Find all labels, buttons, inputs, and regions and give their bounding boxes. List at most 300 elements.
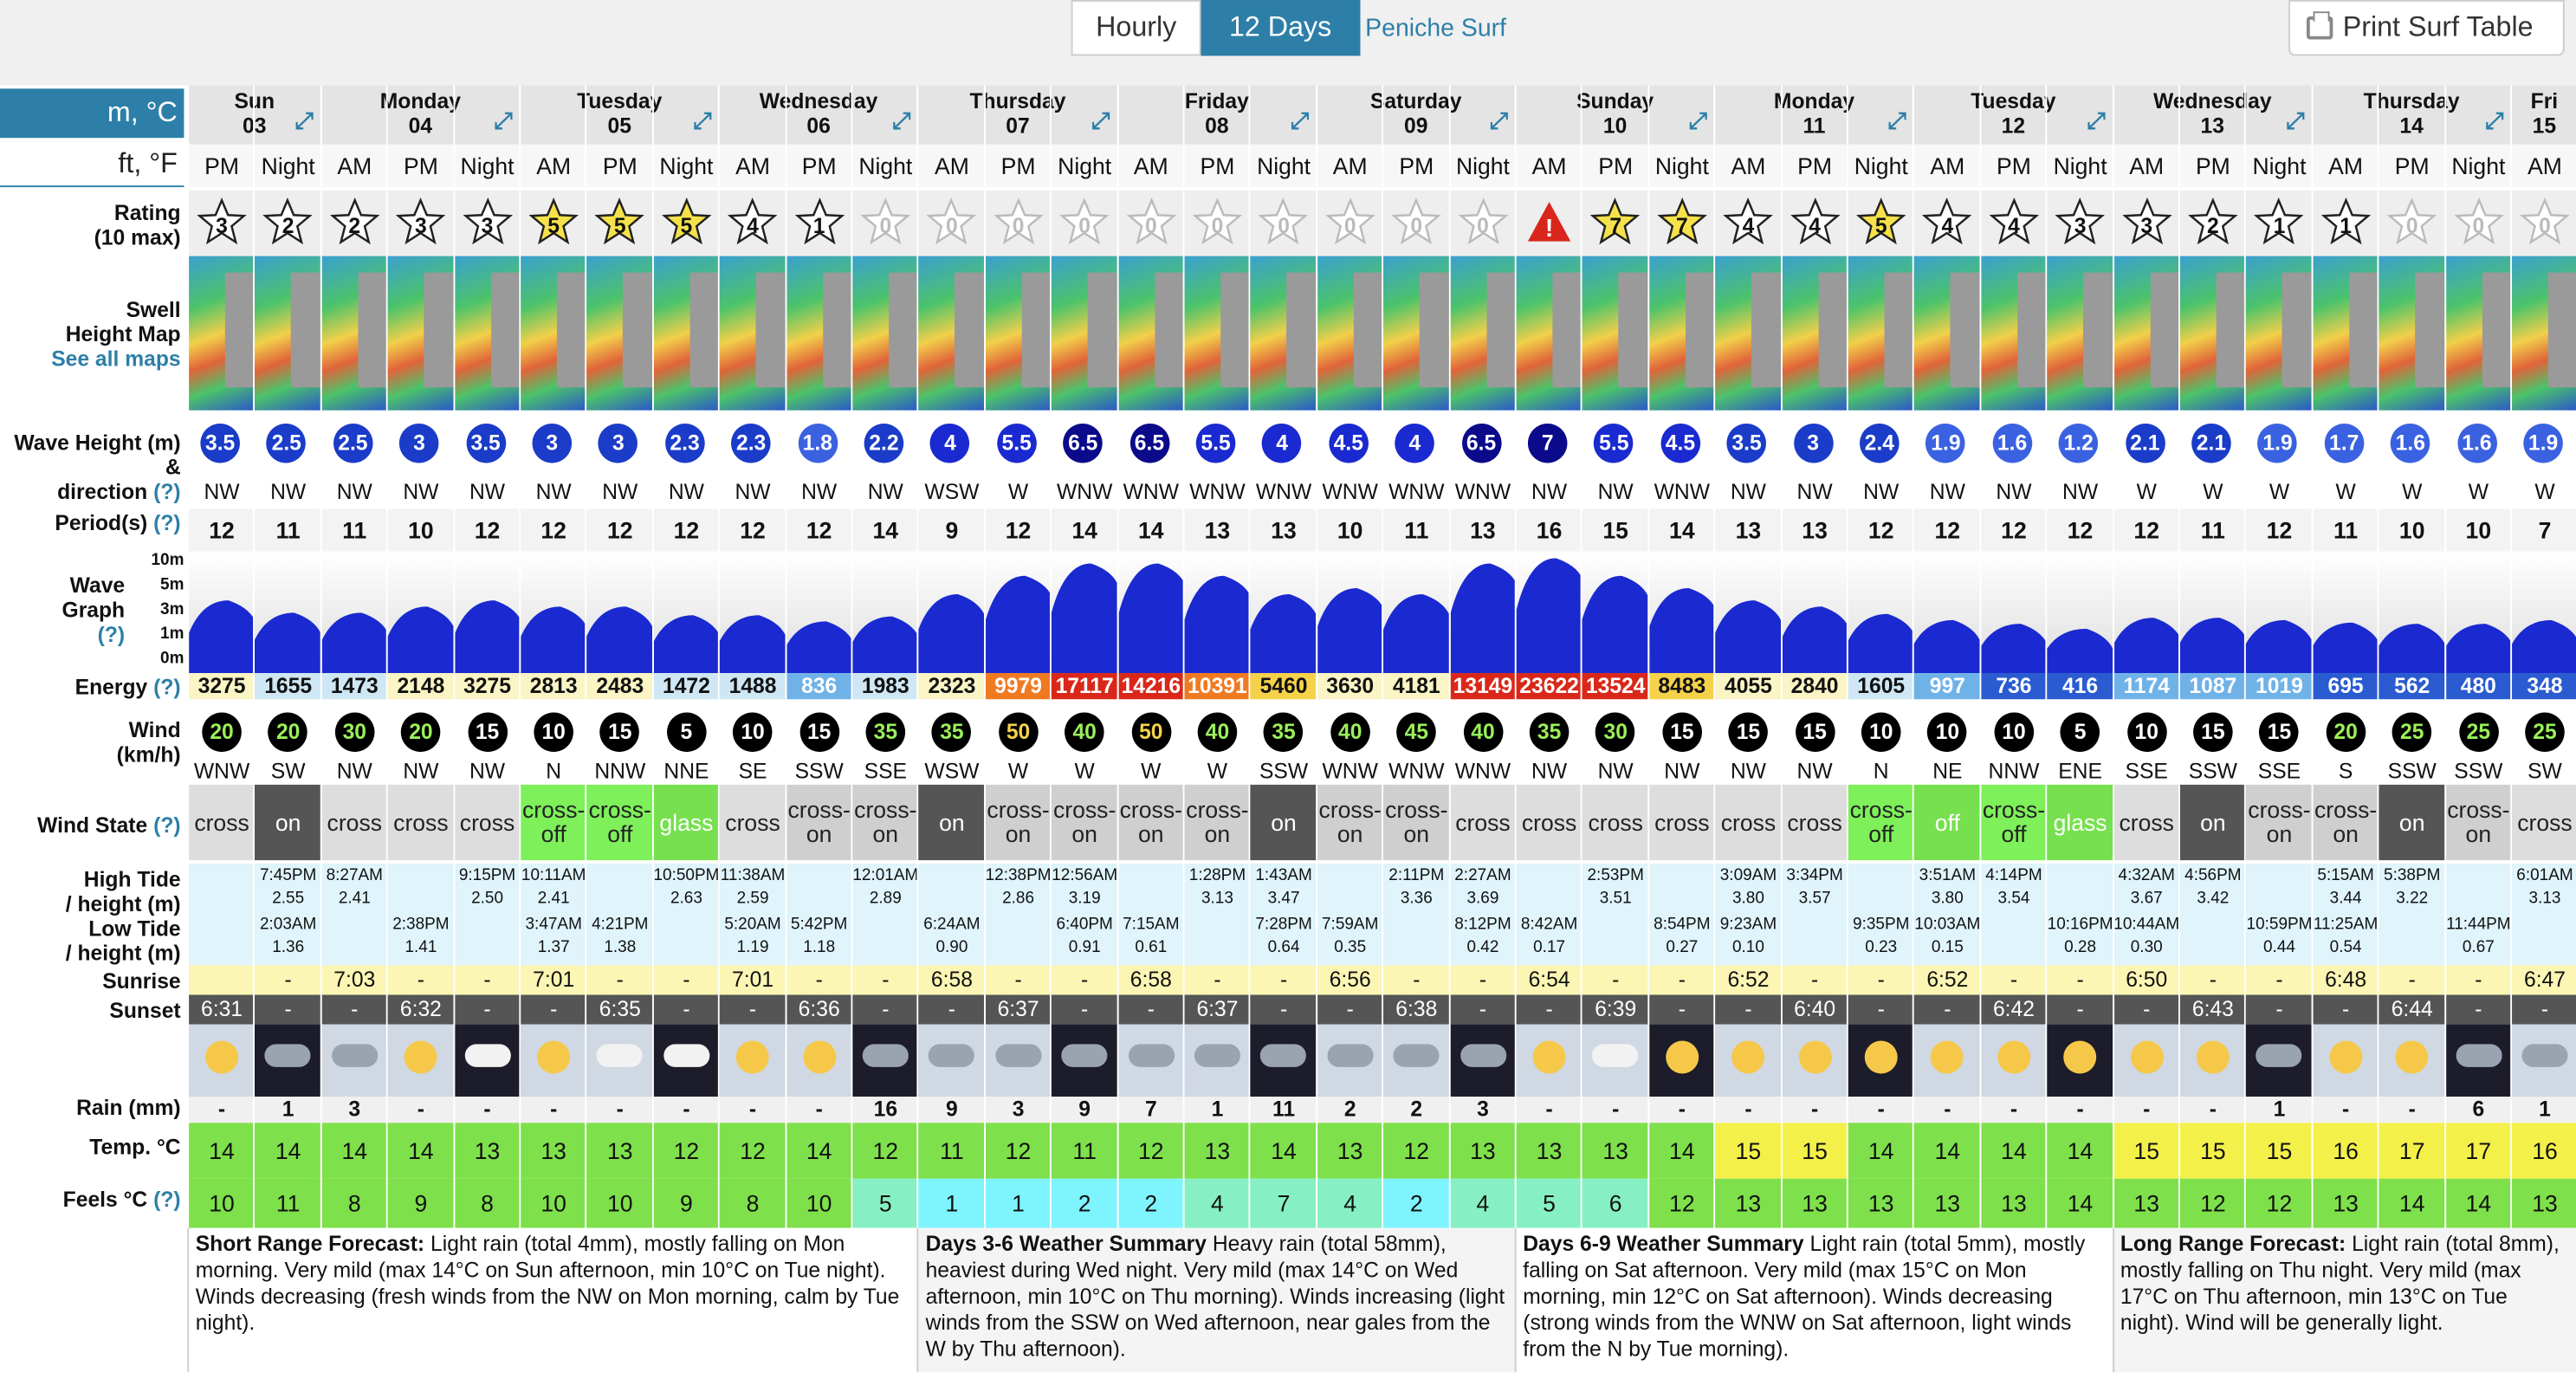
rain-cloud-icon bbox=[863, 1044, 909, 1067]
weather-icon-cell bbox=[1450, 1025, 1516, 1097]
rain-amount: - bbox=[388, 1097, 454, 1123]
wind-state: cross-on bbox=[786, 785, 852, 860]
feels-like: 13 bbox=[1914, 1179, 1980, 1228]
swell-map-thumbnail[interactable] bbox=[2379, 256, 2445, 411]
swell-map-thumbnail[interactable] bbox=[1317, 256, 1383, 411]
high-tide-value: 2.41 bbox=[537, 890, 570, 909]
expand-icon[interactable]: ⤢ bbox=[1091, 107, 1110, 133]
expand-icon[interactable]: ⤢ bbox=[494, 107, 513, 133]
label-wind bbox=[0, 717, 187, 767]
wave-graph-cell bbox=[1582, 552, 1648, 673]
weather-icon-cell bbox=[2379, 1025, 2445, 1097]
swell-map-thumbnail[interactable] bbox=[2113, 256, 2179, 411]
moon-icon bbox=[2064, 1041, 2097, 1074]
wave-height-badge: 2.5 bbox=[267, 424, 307, 463]
low-tide-value: 0.28 bbox=[2064, 939, 2097, 957]
wind-direction: SE bbox=[738, 758, 767, 784]
forecast-column bbox=[1780, 86, 1848, 1373]
wave-height-badge: 3.5 bbox=[466, 424, 506, 463]
swell-map-thumbnail[interactable] bbox=[1185, 256, 1251, 411]
forecast-column bbox=[785, 86, 852, 1373]
sun-icon bbox=[205, 1041, 238, 1074]
feels-like: 5 bbox=[1517, 1179, 1582, 1228]
rating-cell bbox=[852, 191, 918, 256]
rating-cell bbox=[2048, 191, 2113, 256]
swell-map-thumbnail[interactable] bbox=[521, 256, 586, 411]
wind-speed-badge: 15 bbox=[2193, 713, 2233, 752]
land-shape bbox=[1486, 273, 1516, 388]
expand-icon[interactable]: ⤢ bbox=[693, 107, 712, 133]
wave-direction: NW bbox=[1929, 479, 1965, 504]
period-help-link[interactable]: (?) bbox=[153, 510, 181, 535]
sunset-time: - bbox=[1052, 994, 1117, 1024]
low-tide-value: 2:38PM bbox=[392, 916, 450, 935]
wave-period: 12 bbox=[720, 509, 786, 552]
print-label: Print Surf Table bbox=[2342, 11, 2534, 43]
swell-map-thumbnail[interactable] bbox=[2445, 256, 2511, 411]
wave-shape-icon bbox=[1914, 552, 1980, 673]
forecast-column bbox=[1913, 86, 1980, 1373]
swell-map-thumbnail[interactable] bbox=[720, 256, 786, 411]
wave-height-badge: 1.7 bbox=[2324, 424, 2364, 463]
wave-shape-icon bbox=[1185, 552, 1251, 673]
day-name: Sunday bbox=[1576, 88, 1654, 113]
moon-icon bbox=[1865, 1041, 1898, 1074]
swell-map-thumbnail[interactable] bbox=[1914, 256, 1980, 411]
tab-12-days[interactable]: 12 Days bbox=[1201, 0, 1360, 55]
swell-map-thumbnail[interactable] bbox=[1981, 256, 2047, 411]
cloud-icon bbox=[597, 1044, 643, 1067]
weather-icon-cell bbox=[388, 1025, 454, 1097]
sunrise-time: 6:58 bbox=[919, 965, 985, 994]
rating-value: 5 bbox=[547, 213, 560, 238]
wave-period: 12 bbox=[1848, 509, 1914, 552]
expand-icon[interactable]: ⤢ bbox=[892, 107, 911, 133]
wave-period: 12 bbox=[2113, 509, 2179, 552]
high-tide-value: 4:56PM bbox=[2184, 866, 2242, 885]
wave-period: 13 bbox=[1782, 509, 1848, 552]
forecast-column bbox=[1515, 86, 1582, 1373]
wave-shape-icon bbox=[1981, 552, 2047, 673]
rating-cell bbox=[919, 191, 985, 256]
energy-value: 9979 bbox=[986, 673, 1052, 699]
feels-like: 4 bbox=[1317, 1179, 1383, 1228]
high-tide-value: 2.55 bbox=[272, 890, 305, 909]
swell-map-thumbnail[interactable] bbox=[321, 256, 387, 411]
label-swell bbox=[0, 297, 187, 371]
low-tide-value: 0.30 bbox=[2130, 939, 2163, 957]
time-of-day: PM bbox=[2180, 145, 2246, 187]
wave-height-badge: 7 bbox=[1528, 424, 1568, 463]
wind-speed-badge: 15 bbox=[799, 713, 839, 752]
wave-period: 13 bbox=[1716, 509, 1782, 552]
rating-cell bbox=[1716, 191, 1782, 256]
land-shape bbox=[1818, 273, 1848, 388]
expand-icon[interactable]: ⤢ bbox=[1688, 107, 1708, 133]
energy-value: 736 bbox=[1981, 673, 2047, 699]
swell-map-thumbnail[interactable] bbox=[852, 256, 918, 411]
temperature: 16 bbox=[2313, 1123, 2379, 1178]
wave-direction: W bbox=[2203, 479, 2223, 504]
wind-state: on bbox=[919, 785, 985, 860]
rating-cell bbox=[587, 191, 653, 256]
rating-cell bbox=[1185, 191, 1251, 256]
day-name: Fri bbox=[2530, 88, 2559, 113]
wind-speed-badge: 35 bbox=[866, 713, 906, 752]
rating-cell bbox=[1251, 191, 1317, 256]
energy-value: 836 bbox=[786, 673, 852, 699]
wind-speed-badge: 20 bbox=[202, 713, 242, 752]
feels-like: 9 bbox=[654, 1179, 720, 1228]
time-of-day: PM bbox=[1981, 145, 2047, 187]
temperature: 13 bbox=[587, 1123, 653, 1178]
high-tide-value: 12:38PM bbox=[985, 866, 1052, 885]
wind-state: cross bbox=[189, 785, 255, 860]
rating-cell bbox=[2313, 191, 2379, 256]
time-of-day: PM bbox=[587, 145, 653, 187]
high-tide-value: 3:09AM bbox=[1719, 866, 1777, 885]
swell-map-thumbnail[interactable] bbox=[587, 256, 653, 411]
location-link[interactable]: Peniche Surf bbox=[1365, 15, 1507, 43]
swell-map-thumbnail[interactable] bbox=[919, 256, 985, 411]
wave-period: 12 bbox=[1914, 509, 1980, 552]
sunset-time: 6:37 bbox=[986, 994, 1052, 1024]
wave-height-badge: 1.6 bbox=[2391, 424, 2430, 463]
time-of-day: Night bbox=[654, 145, 720, 187]
wind-direction: NW bbox=[403, 758, 439, 784]
label-wave-height bbox=[0, 431, 187, 504]
wave-shape-icon bbox=[2512, 552, 2576, 673]
swell-map-thumbnail[interactable] bbox=[1782, 256, 1848, 411]
wave-direction: NW bbox=[204, 479, 240, 504]
energy-value: 8483 bbox=[1649, 673, 1715, 699]
low-tide-value: 0.23 bbox=[1865, 939, 1898, 957]
sunset-time: - bbox=[2445, 994, 2511, 1024]
wave-period: 7 bbox=[2512, 509, 2576, 552]
swell-map-thumbnail[interactable] bbox=[1383, 256, 1449, 411]
feels-like: 10 bbox=[587, 1179, 653, 1228]
energy-value: 562 bbox=[2379, 673, 2445, 699]
wave-period: 11 bbox=[2313, 509, 2379, 552]
rating-cell bbox=[986, 191, 1052, 256]
low-tide-value: 0.61 bbox=[1135, 939, 1168, 957]
wind-state: cross bbox=[720, 785, 786, 860]
high-tide-value: 4:32AM bbox=[2118, 866, 2175, 885]
wave-direction: NW bbox=[535, 479, 572, 504]
time-of-day: PM bbox=[1383, 145, 1449, 187]
low-tide-value: 1.38 bbox=[604, 939, 637, 957]
wind-speed-badge: 15 bbox=[1662, 713, 1702, 752]
low-tide-value: 0.15 bbox=[1931, 939, 1964, 957]
swell-map-thumbnail[interactable] bbox=[1649, 256, 1715, 411]
energy-help-link[interactable]: (?) bbox=[153, 674, 181, 700]
swell-map-thumbnail[interactable] bbox=[986, 256, 1052, 411]
swell-map-thumbnail[interactable] bbox=[2512, 256, 2576, 411]
swell-map-thumbnail[interactable] bbox=[2180, 256, 2246, 411]
rain-cloud-icon bbox=[2456, 1044, 2502, 1067]
rating-cell bbox=[388, 191, 454, 256]
wave-height-badge: 1.2 bbox=[2059, 424, 2099, 463]
print-surf-table-button[interactable] bbox=[2288, 0, 2565, 55]
expand-icon[interactable]: ⤢ bbox=[2286, 107, 2305, 133]
swell-map-thumbnail[interactable] bbox=[256, 256, 321, 411]
swell-map-thumbnail[interactable] bbox=[1716, 256, 1782, 411]
wave-graph-cell bbox=[1317, 552, 1383, 673]
day-name: Sun bbox=[234, 88, 275, 113]
wave-graph-help-link[interactable]: (?) bbox=[97, 622, 126, 647]
wind-speed-badge: 50 bbox=[1131, 713, 1171, 752]
sunset-time: - bbox=[2247, 994, 2313, 1024]
wave-height-badge: 2.5 bbox=[333, 424, 373, 463]
wave-graph-cell bbox=[2113, 552, 2179, 673]
temperature: 17 bbox=[2379, 1123, 2445, 1178]
swell-map-thumbnail[interactable] bbox=[1052, 256, 1117, 411]
period-label: Period(s) bbox=[55, 510, 148, 535]
wind-direction: WNW bbox=[193, 758, 250, 784]
moon-icon bbox=[1666, 1041, 1699, 1074]
wave-shape-icon bbox=[2247, 552, 2313, 673]
wave-shape-icon bbox=[1450, 552, 1516, 673]
day-date: 11 bbox=[1803, 113, 1826, 139]
wave-direction: NW bbox=[1796, 479, 1833, 504]
swell-map-thumbnail[interactable] bbox=[2048, 256, 2113, 411]
rating-cell bbox=[1383, 191, 1449, 256]
wind-direction: NW bbox=[1531, 758, 1568, 784]
cloud-icon bbox=[1593, 1044, 1639, 1067]
high-tide-value: 3.67 bbox=[2130, 890, 2163, 909]
rating-value: 0 bbox=[879, 213, 892, 238]
rating-value: 0 bbox=[1343, 213, 1356, 238]
wind-state: cross-on bbox=[852, 785, 918, 860]
energy-value: 1655 bbox=[256, 673, 321, 699]
weather-icon-cell bbox=[1185, 1025, 1251, 1097]
wind-direction: SSE bbox=[2125, 758, 2168, 784]
tab-hourly[interactable]: Hourly bbox=[1071, 0, 1201, 55]
swell-map-thumbnail[interactable] bbox=[388, 256, 454, 411]
swell-map-thumbnail[interactable] bbox=[1251, 256, 1317, 411]
wind-direction: SSW bbox=[794, 758, 844, 784]
temperature: 13 bbox=[1582, 1123, 1648, 1178]
sun-icon bbox=[2329, 1041, 2362, 1074]
rain-amount: - bbox=[521, 1097, 586, 1123]
low-tide-value: 0.27 bbox=[1666, 939, 1699, 957]
swell-map-thumbnail[interactable] bbox=[1582, 256, 1648, 411]
sunrise-time: - bbox=[1981, 965, 2047, 994]
feels-like: 10 bbox=[521, 1179, 586, 1228]
summary-title: Days 6-9 Weather Summary bbox=[1523, 1231, 1804, 1256]
wind-state-label: Wind State bbox=[37, 813, 148, 838]
forecast-column bbox=[1647, 86, 1715, 1373]
rating-cell bbox=[1914, 191, 1980, 256]
low-tide-value: 3:47AM bbox=[525, 916, 582, 935]
sun-icon bbox=[1997, 1041, 2030, 1074]
wave-direction: NW bbox=[1597, 479, 1634, 504]
land-shape bbox=[822, 273, 851, 388]
feels-like: 4 bbox=[1450, 1179, 1516, 1228]
low-tide-value: 5:20AM bbox=[724, 916, 781, 935]
wave-graph-cell bbox=[2048, 552, 2113, 673]
temperature: 14 bbox=[1914, 1123, 1980, 1178]
view-tabs bbox=[1071, 0, 1360, 55]
expand-icon[interactable]: ⤢ bbox=[1887, 107, 1906, 133]
sun-icon bbox=[736, 1041, 769, 1074]
unit-metric-toggle[interactable]: m, °C bbox=[0, 88, 184, 138]
rating-value: 0 bbox=[1211, 213, 1224, 238]
expand-icon[interactable]: ⤢ bbox=[1291, 107, 1310, 133]
rating-value: 3 bbox=[2140, 213, 2153, 238]
weather-icon-cell bbox=[189, 1025, 255, 1097]
energy-value: 23622 bbox=[1517, 673, 1582, 699]
feels-help-link[interactable]: (?) bbox=[153, 1187, 181, 1212]
feels-like: 10 bbox=[189, 1179, 255, 1228]
expand-icon[interactable]: ⤢ bbox=[294, 107, 314, 133]
land-shape bbox=[358, 273, 387, 388]
wind-state: glass bbox=[654, 785, 720, 860]
wind-state: glass bbox=[2048, 785, 2113, 860]
day-name: Saturday bbox=[1369, 88, 1462, 113]
high-tide-value: 2:11PM bbox=[1388, 866, 1445, 885]
energy-value: 3275 bbox=[455, 673, 521, 699]
high-tide-value: 3.19 bbox=[1068, 890, 1101, 909]
wave-period: 16 bbox=[1517, 509, 1582, 552]
rating-cell bbox=[2247, 191, 2313, 256]
time-of-day: PM bbox=[189, 145, 255, 187]
forecast-column bbox=[652, 86, 720, 1373]
sun-icon bbox=[2197, 1041, 2230, 1074]
wind-state-help-link[interactable]: (?) bbox=[153, 813, 181, 838]
high-tide-value: 2.63 bbox=[670, 890, 702, 909]
rain-amount: - bbox=[1517, 1097, 1582, 1123]
time-of-day: Night bbox=[256, 145, 321, 187]
sunset-time: - bbox=[1649, 994, 1715, 1024]
wave-height-badge: 1.6 bbox=[1992, 424, 2032, 463]
wave-shape-icon bbox=[2379, 552, 2445, 673]
wave-graph-cell bbox=[521, 552, 586, 673]
expand-icon[interactable]: ⤢ bbox=[1489, 107, 1509, 133]
swell-map-thumbnail[interactable] bbox=[1517, 256, 1582, 411]
wave-height-badge: 2.1 bbox=[2191, 424, 2231, 463]
wave-direction: WNW bbox=[1123, 479, 1180, 504]
weather-icon-cell bbox=[256, 1025, 321, 1097]
rain-amount: 11 bbox=[1251, 1097, 1317, 1123]
wave-help-link[interactable]: (?) bbox=[153, 479, 181, 504]
wave-direction: NW bbox=[867, 479, 903, 504]
energy-value: 2323 bbox=[919, 673, 985, 699]
feels-like: 5 bbox=[852, 1179, 918, 1228]
sunrise-time: 7:01 bbox=[720, 965, 786, 994]
see-all-maps-link[interactable]: See all maps bbox=[51, 346, 181, 372]
feels-like: 2 bbox=[1052, 1179, 1117, 1228]
high-tide-value: 1:43AM bbox=[1255, 866, 1312, 885]
wind-speed-badge: 30 bbox=[335, 713, 375, 752]
rain-cloud-icon bbox=[1062, 1044, 1108, 1067]
rain-amount: 3 bbox=[986, 1097, 1052, 1123]
wind-speed-badge: 15 bbox=[1729, 713, 1769, 752]
wave-graph-cell bbox=[1517, 552, 1582, 673]
high-tide-value: 2.50 bbox=[471, 890, 504, 909]
low-tide-value: 10:16PM bbox=[2047, 916, 2113, 935]
swell-map-thumbnail[interactable] bbox=[2313, 256, 2379, 411]
swell-map-thumbnail[interactable] bbox=[654, 256, 720, 411]
wave-period: 10 bbox=[1317, 509, 1383, 552]
wind-speed-badge: 35 bbox=[1530, 713, 1570, 752]
forecast-table bbox=[187, 86, 2576, 1373]
label-feels bbox=[0, 1187, 187, 1211]
wave-direction: NW bbox=[602, 479, 638, 504]
rain-amount: 1 bbox=[2247, 1097, 2313, 1123]
label-wave-graph bbox=[0, 573, 132, 646]
forecast-column bbox=[519, 86, 586, 1373]
rain-amount: - bbox=[720, 1097, 786, 1123]
temperature: 12 bbox=[654, 1123, 720, 1178]
rating-value: 1 bbox=[2273, 213, 2286, 238]
swell-map-thumbnail[interactable] bbox=[2247, 256, 2313, 411]
swell-map-thumbnail[interactable] bbox=[455, 256, 521, 411]
rating-value: 4 bbox=[2008, 213, 2020, 238]
forecast-column bbox=[1714, 86, 1782, 1373]
swell-map-thumbnail[interactable] bbox=[1450, 256, 1516, 411]
wave-period: 14 bbox=[1118, 509, 1184, 552]
sunset-time: - bbox=[1317, 994, 1383, 1024]
wind-direction: SSW bbox=[2188, 758, 2237, 784]
rain-amount: - bbox=[2113, 1097, 2179, 1123]
expand-icon[interactable]: ⤢ bbox=[2485, 107, 2504, 133]
low-tide-label-2: / height (m) bbox=[65, 940, 181, 966]
wave-shape-icon bbox=[1052, 552, 1117, 673]
swell-map-thumbnail[interactable] bbox=[1118, 256, 1184, 411]
wave-height-badge: 2.2 bbox=[864, 424, 904, 463]
high-tide-value: 2.59 bbox=[736, 890, 769, 909]
land-shape bbox=[1420, 273, 1449, 388]
low-tide-value: 10:03AM bbox=[1914, 916, 1981, 935]
sunrise-time: - bbox=[587, 965, 653, 994]
weather-icon-cell bbox=[1251, 1025, 1317, 1097]
sunset-time: - bbox=[1914, 994, 1980, 1024]
sun-icon bbox=[1798, 1041, 1831, 1074]
wind-state: on bbox=[256, 785, 321, 860]
wave-height-badge: 6.5 bbox=[1064, 424, 1104, 463]
high-tide-value: 3.80 bbox=[1931, 890, 1964, 909]
weather-icon-cell bbox=[1782, 1025, 1848, 1097]
wave-height-badge: 4.5 bbox=[1660, 424, 1700, 463]
high-tide-value: 3.22 bbox=[2396, 890, 2429, 909]
swell-map-thumbnail[interactable] bbox=[1848, 256, 1914, 411]
wind-state: cross bbox=[1582, 785, 1648, 860]
wave-shape-icon bbox=[1848, 552, 1914, 673]
wave-graph-scale-tick: 5m bbox=[160, 576, 184, 595]
sunrise-time: - bbox=[455, 965, 521, 994]
swell-map-thumbnail[interactable] bbox=[189, 256, 255, 411]
sunset-time: - bbox=[2048, 994, 2113, 1024]
high-tide-label: High Tide bbox=[83, 866, 181, 892]
wave-direction: NW bbox=[270, 479, 307, 504]
wave-direction: NW bbox=[1863, 479, 1900, 504]
high-tide-value: 6:01AM bbox=[2516, 866, 2573, 885]
unit-imperial-toggle[interactable]: ft, °F bbox=[0, 141, 184, 187]
high-tide-value: 9:15PM bbox=[458, 866, 516, 885]
wave-shape-icon bbox=[189, 552, 255, 673]
low-tide-value: 8:54PM bbox=[1654, 916, 1711, 935]
sunset-time: - bbox=[1450, 994, 1516, 1024]
expand-icon[interactable]: ⤢ bbox=[2087, 107, 2106, 133]
swell-map-thumbnail[interactable] bbox=[786, 256, 852, 411]
wave-height-badge: 5.5 bbox=[1595, 424, 1634, 463]
wind-speed-badge: 35 bbox=[1264, 713, 1304, 752]
high-tide-value: 3.80 bbox=[1731, 890, 1764, 909]
time-of-day: Night bbox=[1450, 145, 1516, 187]
sunset-time: 6:43 bbox=[2180, 994, 2246, 1024]
land-shape bbox=[557, 273, 586, 388]
